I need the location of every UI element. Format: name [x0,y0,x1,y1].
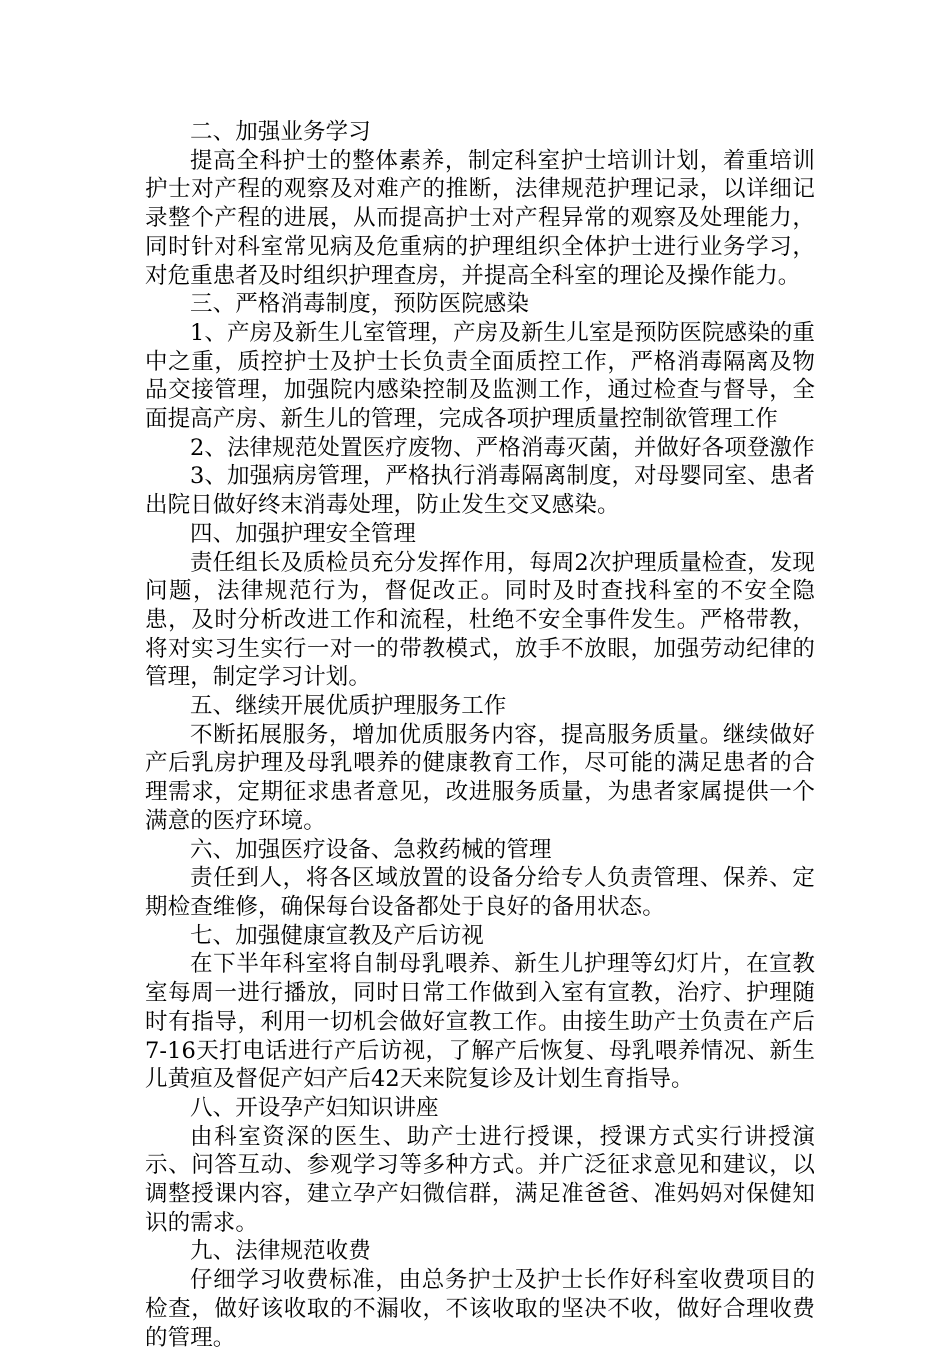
section-5 [145,692,815,836]
section-9 [145,1237,815,1352]
section-heading: 七、加强健康宣教及产后访视 [190,922,484,949]
paragraph: 3、加强病房管理，严格执行消毒隔离制度，对母婴同室、患者出院日做好终末消毒处理，防止发生交叉感染。 [145,463,815,519]
paragraph: 仔细学习收费标准，由总务护士及护士长作好科室收费项目的检查，做好该收取的不漏收，不该收取的坚决不收，做好合理收费的管理。 [145,1267,815,1351]
paragraph: 提高全科护士的整体素养，制定科室护士培训计划，着重培训护士对产程的观察及对难产的推断，法律规范护理记录，以详细记录整个产程的进展，从而提高护士对产程异常的观察及处理能力，同时针对科室常见病及危重病的护理组织全体护士进行业务学习，对危重患者及时组织护理查房，并提高全科室的理论及操作能力。 [145,147,815,289]
paragraph: 2、法律规范处置医疗废物、严格消毒灭菌，并做好各项登激作 [190,434,815,461]
paragraph: 不断拓展服务，增加优质服务内容，提高服务质量。继续做好产后乳房护理及母乳喂养的健康教育工作，尽可能的满足患者的合理需求，定期征求患者意见，改进服务质量，为患者家属提供一个满意的医疗环境。 [145,721,815,834]
section-heading: 二、加强业务学习 [190,119,371,145]
paragraph: 责任到人，将各区域放置的设备分给专人负责管理、保养、定期检查维修，确保每台设备都处于良好的备用状态。 [145,865,815,920]
paragraph: 在下半年科室将自制母乳喂养、新生儿护理等幻灯片，在宣教室每周一进行播放，同时日常工作做到入室有宣教，治疗、护理随时有指导，利用一切机会做好宣教工作。由接生助产士负责在产后7-16天打电话进行产后访视，了解产后恢复、母乳喂养情况、新生儿黄疸及督促产妇产后42天来院复诊及计划生育指导。 [145,951,815,1093]
section-heading: 三、严格消毒制度，预防医院感染 [190,291,530,318]
section-6 [145,836,815,922]
paragraph: 责任组长及质检员充分发挥作用，每周2次护理质量检查，发现问题，法律规范行为，督促改正。同时及时查找科室的不安全隐患，及时分析改进工作和流程，杜绝不安全事件发生。严格带教，将对实习生实行一对一的带教模式，放手不放眼，加强劳动纪律的管理，制定学习计划。 [145,549,815,691]
section-heading: 六、加强医疗设备、急救药械的管理 [190,836,552,863]
section-heading: 八、开设孕产妇知识讲座 [190,1094,439,1121]
section-2 [145,118,815,290]
section-heading: 九、法律规范收费 [190,1238,371,1265]
paragraph: 由科室资深的医生、助产士进行授课，授课方式实行讲授演示、问答互动、参观学习等多种方式。并广泛征求意见和建议，以调整授课内容，建立孕产妇微信群，满足准爸爸、准妈妈对保健知识的需求。 [145,1123,815,1236]
section-heading: 四、加强护理安全管理 [190,520,417,547]
document-page [145,118,815,1352]
section-7 [145,922,815,1094]
section-3 [145,290,815,520]
section-4 [145,520,815,692]
paragraph: 1、产房及新生儿室管理，产房及新生儿室是预防医院感染的重中之重，质控护士及护士长负责全面质控工作，严格消毒隔离及物品交接管理，加强院内感染控制及监测工作，通过检查与督导，全面提高产房、新生儿的管理，完成各项护理质量控制欲管理工作 [145,319,815,433]
section-8 [145,1094,815,1238]
section-heading: 五、继续开展优质护理服务工作 [190,693,507,720]
